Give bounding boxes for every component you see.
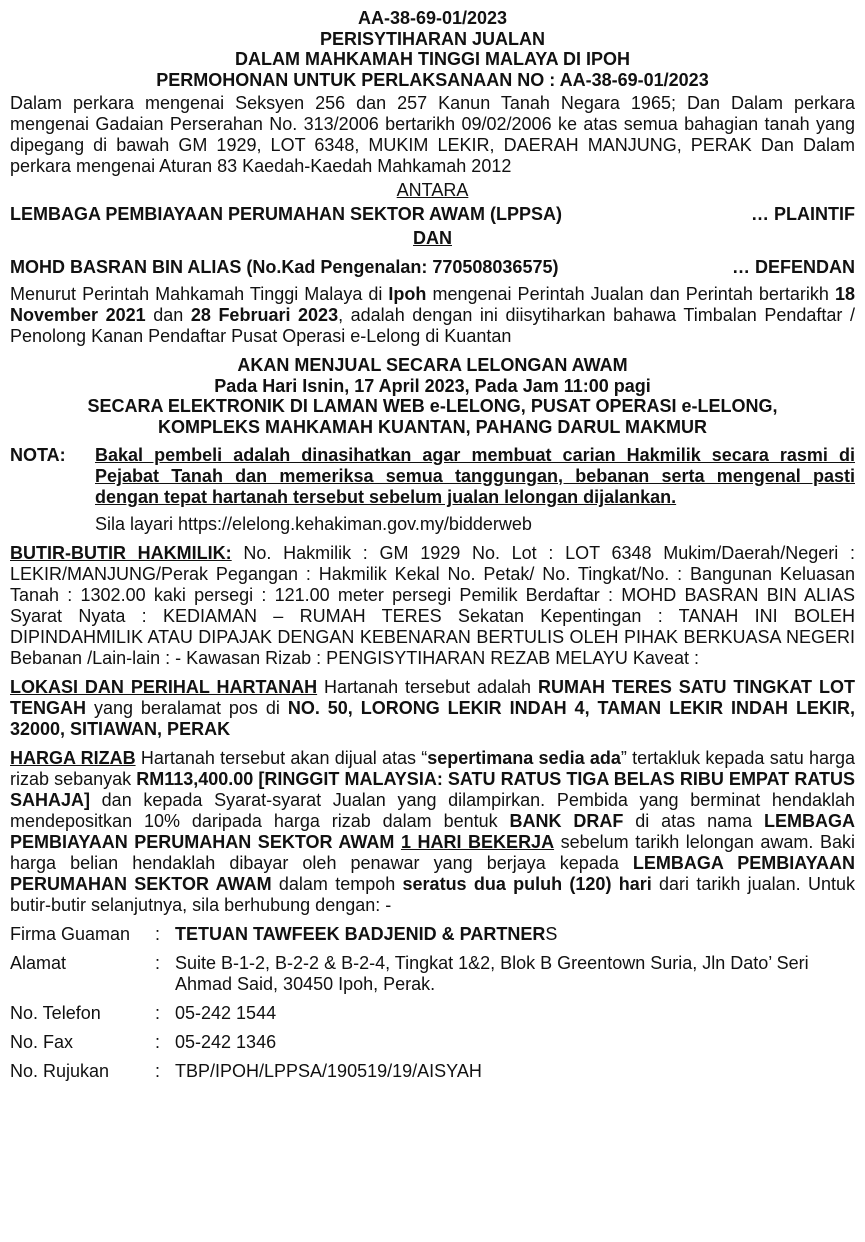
payee-name: LEMBAGA PEMBIAYAAN PERUMAHAN SEKTOR AWAM [10,811,855,852]
address-value: Suite B-1-2, B-2-2 & B-2-4, Tingkat 1&2, Blok B Greentown Suria, Jln Dato’ Seri Ahmad Said, 30450 Ipoh, Perak. [175,953,809,994]
phone-label: No. Telefon [10,1003,101,1023]
firm-name: TETUAN TAWFEEK BADJENID & PARTNER [175,924,546,944]
case-number: AA-38-69-01/2023 [357,8,508,28]
property-location [10,677,855,740]
order-paragraph [10,284,855,347]
auction-line-1: AKAN MENJUAL SECARA LELONGAN AWAM [237,355,628,375]
deposit-deadline: 1 HARI BEKERJA [400,832,555,852]
dan-wrap [10,228,855,249]
dan-label: DAN [413,228,452,248]
court-name: DALAM MAHKAMAH TINGGI MALAYA DI IPOH [235,49,630,69]
reference-value: TBP/IPOH/LPPSA/190519/19/AISYAH [175,1061,482,1081]
document-title: PERISYTIHARAN JUALAN [319,28,546,49]
price-text-4: di atas nama [623,811,764,831]
colon: : [155,924,161,944]
order-text-4: , adalah dengan ini diisytiharkan bahawa Timbalan Pendaftar / Penolong Kanan Pendaftar Pusat Operasi e-Lelong di Kuantan [10,305,855,346]
document-header [10,8,855,90]
auction-block [10,355,855,437]
firm-name-tail: S [545,924,558,944]
title-particulars-heading: BUTIR-BUTIR HAKMILIK: [10,543,232,563]
bank-draft: BANK DRAF [509,811,624,831]
colon: : [155,1003,161,1023]
antara-label: ANTARA [396,180,469,200]
elelong-website: Sila layari https://elelong.kehakiman.gov.my/bidderweb [95,514,532,534]
auction-line-3: SECARA ELEKTRONIK DI LAMAN WEB e-LELONG, PUSAT OPERASI e-LELONG, [87,396,778,416]
auction-line-4: KOMPLEKS MAHKAMAH KUANTAN, PAHANG DARUL MAKMUR [158,416,707,437]
payee-name-2: LEMBAGA PEMBIAYAAN PERUMAHAN SEKTOR AWAM [10,853,855,894]
intro-paragraph: Dalam perkara mengenai Seksyen 256 dan 257 Kanun Tanah Negara 1965; Dan Dalam perkara mengenai Gadaian Perserahan No. 313/2006 bertarikh 09/02/2006 ke atas semua bahagian tanah yang dipegang di bawah GM 1929, LOT 6348, MUKIM LEKIR, DAERAH MANJUNG, PERAK Dan Dalam perkara mengenai Aturan 83 Kaedah-Kaedah Mahkamah 2012 [10,93,855,176]
title-particulars-text: No. Hakmilik : GM 1929 No. Lot : LOT 6348 Mukim/Daerah/Negeri : LEKIR/MANJUNG/Perak Pegangan : Hakmilik Kekal No. Petak/ No. Tingkat/No. : Bangunan Keluasan Tanah : 1302.00 kaki persegi : 121.00 meter persegi Pemilik Berdaftar : MOHD BASRAN BIN ALIAS Syarat Nyata : KEDIAMAN – RUMAH TERES Sekatan Kepentingan : TANAH INI BOLEH DIPINDAHMILIK ATAU DIPAJAK DENGAN KEBENARAN BERTULIS OLEH PIHAK BERKUASA NEGERI Bebanan /Lain-lain : - Kawasan Rizab : PENGISYTIHARAN REZAB MELAYU Kaveat : [10,543,855,668]
order-date-2: 28 Februari 2023 [190,305,339,325]
colon: : [155,1032,161,1052]
plaintiff-row [10,204,855,225]
defendant-name: MOHD BASRAN BIN ALIAS (No.Kad Pengenalan: 770508036575) [10,257,559,277]
nota-label: NOTA: [10,445,66,465]
fax-value: 05-242 1346 [175,1032,277,1052]
address-label: Alamat [10,953,67,973]
location-text-1: Hartanah tersebut adalah [317,677,538,697]
order-court-city: Ipoh [388,284,427,304]
reserve-amount: RM113,400.00 [RINGGIT MALAYSIA: SATU RATUS TIGA BELAS RIBU EMPAT RATUS SAHAJA] [10,769,855,810]
price-text-6: dalam tempoh [271,874,403,894]
phone-value: 05-242 1544 [175,1003,277,1023]
fax-label: No. Fax [10,1032,74,1052]
property-address: NO. 50, LORONG LEKIR INDAH 4, TAMAN LEKIR INDAH LEKIR, 32000, SITIAWAN, PERAK [10,698,855,739]
order-date-1: 18 November 2021 [10,284,855,325]
price-text-7: dari tarikh jualan. Untuk butir-butir selanjutnya, sila berhubung dengan: - [10,874,855,915]
nota-block [10,445,855,508]
sale-condition: sepertimana sedia ada [427,748,621,768]
auction-line-2: Pada Hari Isnin, 17 April 2023, Pada Jam 11:00 pagi [214,375,651,396]
reference-label: No. Rujukan [10,1061,110,1081]
property-location-heading: LOKASI DAN PERIHAL HARTANAH [10,677,318,697]
firm-label: Firma Guaman [10,924,131,944]
price-text-3: dan kepada Syarat-syarat Jualan yang dilampirkan. Pembida yang berminat hendaklah mendepositkan 10% daripada harga rizab dalam bentuk [10,790,855,831]
price-text-1: Hartanah tersebut akan dijual atas “ [135,748,428,768]
firm-value [175,924,855,945]
colon: : [155,953,161,973]
order-text-3: dan [145,305,191,325]
order-text-1: Menurut Perintah Mahkamah Tinggi Malaya di [10,284,389,304]
title-particulars [10,543,855,669]
plaintiff-role: … PLAINTIF [751,204,855,224]
application-number: PERMOHONAN UNTUK PERLAKSANAAN NO : AA-38-69-01/2023 [156,69,709,90]
order-text-2: mengenai Perintah Jualan dan Perintah bertarikh [426,284,835,304]
reserve-price-heading: HARGA RIZAB [10,748,136,768]
property-type: RUMAH TERES SATU TINGKAT LOT TENGAH [10,677,855,718]
defendant-row [10,257,855,278]
reserve-price [10,748,855,916]
defendant-role: … DEFENDAN [731,257,855,277]
colon: : [155,1061,161,1081]
price-text-5: sebelum tarikh lelongan awam. Baki harga belian hendaklah dibayar oleh penawar yang berjaya kepada [10,832,855,873]
contact-details [10,924,855,1082]
location-text-2: yang beralamat pos di [86,698,288,718]
antara-wrap [10,180,855,201]
plaintiff-name: LEMBAGA PEMBIAYAAN PERUMAHAN SEKTOR AWAM (LPPSA) [10,204,563,224]
nota-text: Bakal pembeli adalah dinasihatkan agar membuat carian Hakmilik secara rasmi di Pejabat Tanah dan memeriksa semua tanggungan, bebanan serta mengenal pasti dengan tepat hartanah tersebut sebelum jualan lelongan dijalankan. [95,445,855,507]
price-text-2: ” tertakluk kepada satu harga rizab sebanyak [10,748,855,789]
payment-period: seratus dua puluh (120) hari [402,874,652,894]
